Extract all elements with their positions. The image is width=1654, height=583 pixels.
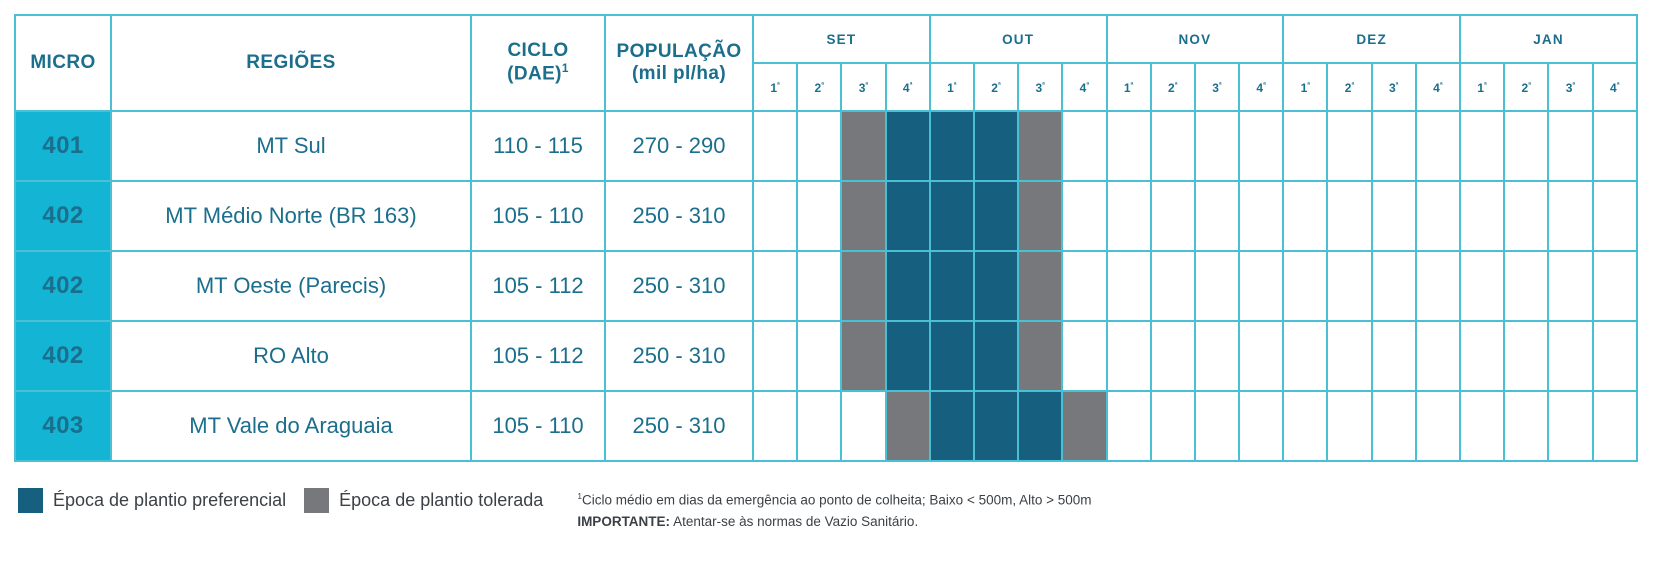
header-populacao-line1: POPULAÇÃO <box>616 41 742 63</box>
calendar-cell-out-4 <box>1062 181 1106 251</box>
calendar-cell-out-2 <box>974 321 1018 391</box>
calendar-cell-nov-4 <box>1239 111 1283 181</box>
calendar-cell-nov-3 <box>1195 181 1239 251</box>
header-month-dez: DEZ <box>1283 15 1460 63</box>
calendar-cell-jan-1 <box>1460 321 1504 391</box>
calendar-cell-jan-3 <box>1548 321 1592 391</box>
calendar-cell-set-3 <box>841 111 885 181</box>
header-week-number: 2 <box>814 80 822 95</box>
calendar-cell-jan-1 <box>1460 251 1504 321</box>
calendar-cell-out-2 <box>974 391 1018 461</box>
header-regioes: REGIÕES <box>111 15 471 111</box>
calendar-cell-jan-3 <box>1548 391 1592 461</box>
cell-micro: 402 <box>15 181 111 251</box>
calendar-cell-out-3 <box>1018 111 1062 181</box>
cell-regiao: MT Oeste (Parecis) <box>111 251 471 321</box>
header-week-ordinal: ª <box>1572 79 1576 89</box>
header-week-number: 1 <box>1300 80 1308 95</box>
header-week-ordinal: ª <box>1263 79 1266 89</box>
calendar-cell-jan-4 <box>1593 181 1637 251</box>
header-week-ordinal: ª <box>1351 79 1355 89</box>
calendar-cell-jan-2 <box>1504 391 1548 461</box>
calendar-cell-out-1 <box>930 111 974 181</box>
header-week-dez-3 <box>1372 63 1416 111</box>
header-populacao-line2: (mil pl/ha) <box>631 63 727 84</box>
header-week-jan-4 <box>1593 63 1637 111</box>
calendar-cell-dez-3 <box>1372 391 1416 461</box>
header-week-set-4 <box>886 63 930 111</box>
legend-swatch-tolerada-icon <box>304 488 329 513</box>
calendar-cell-nov-3 <box>1195 251 1239 321</box>
header-month-out: OUT <box>930 15 1107 63</box>
header-week-dez-1 <box>1283 63 1327 111</box>
header-week-jan-2 <box>1504 63 1548 111</box>
calendar-cell-nov-2 <box>1151 251 1195 321</box>
calendar-cell-dez-2 <box>1327 111 1371 181</box>
cell-populacao: 250 - 310 <box>605 181 753 251</box>
legend-item-preferencial <box>18 488 286 513</box>
header-week-ordinal: ª <box>1307 79 1311 89</box>
calendar-cell-out-4 <box>1062 391 1106 461</box>
calendar-cell-dez-4 <box>1416 391 1460 461</box>
calendar-cell-jan-4 <box>1593 321 1637 391</box>
header-micro: MICRO <box>15 15 111 111</box>
calendar-cell-nov-1 <box>1107 181 1151 251</box>
header-week-set-1 <box>753 63 797 111</box>
calendar-cell-nov-1 <box>1107 111 1151 181</box>
calendar-cell-set-1 <box>753 111 797 181</box>
cell-regiao: MT Médio Norte (BR 163) <box>111 181 471 251</box>
calendar-cell-dez-2 <box>1327 251 1371 321</box>
footnote-marker: 1 <box>577 491 582 501</box>
header-week-number: 4 <box>1610 80 1617 95</box>
table-row <box>15 181 1637 251</box>
header-week-ordinal: ª <box>1439 79 1443 89</box>
calendar-cell-dez-3 <box>1372 111 1416 181</box>
header-week-ordinal: ª <box>865 79 869 89</box>
calendar-cell-jan-2 <box>1504 111 1548 181</box>
legend-label-tolerada: Época de plantio tolerada <box>339 490 544 510</box>
calendar-cell-set-1 <box>753 391 797 461</box>
header-week-ordinal: ª <box>1218 79 1222 89</box>
calendar-cell-nov-2 <box>1151 181 1195 251</box>
cell-micro: 401 <box>15 111 111 181</box>
calendar-cell-nov-4 <box>1239 321 1283 391</box>
calendar-cell-out-2 <box>974 181 1018 251</box>
cell-micro: 403 <box>15 391 111 461</box>
calendar-cell-nov-4 <box>1239 251 1283 321</box>
calendar-cell-set-4 <box>886 391 930 461</box>
footnote-importante <box>577 511 1091 534</box>
header-week-dez-4 <box>1416 63 1460 111</box>
calendar-cell-set-4 <box>886 321 930 391</box>
header-week-ordinal: ª <box>821 79 824 89</box>
calendar-cell-jan-3 <box>1548 111 1592 181</box>
table-header <box>15 15 1637 111</box>
header-week-ordinal: ª <box>1528 79 1531 89</box>
calendar-cell-set-3 <box>841 251 885 321</box>
calendar-cell-nov-2 <box>1151 111 1195 181</box>
header-week-number: 3 <box>1035 80 1043 95</box>
calendar-cell-out-1 <box>930 321 974 391</box>
calendar-cell-set-2 <box>797 321 841 391</box>
header-week-number: 4 <box>1433 80 1440 95</box>
calendar-cell-set-3 <box>841 391 885 461</box>
calendar-cell-set-4 <box>886 251 930 321</box>
calendar-cell-out-2 <box>974 111 1018 181</box>
header-week-set-3 <box>841 63 885 111</box>
legend-label-preferencial: Época de plantio preferencial <box>53 490 287 510</box>
cell-regiao: MT Sul <box>111 111 471 181</box>
header-ciclo <box>471 15 605 111</box>
cell-ciclo: 105 - 112 <box>471 321 605 391</box>
calendar-cell-dez-1 <box>1283 391 1327 461</box>
header-week-ordinal: ª <box>1086 79 1090 89</box>
calendar-cell-dez-3 <box>1372 251 1416 321</box>
footnote-importante-text: Atentar-se às normas de Vazio Sanitário. <box>670 513 919 529</box>
header-month-jan: JAN <box>1460 15 1637 63</box>
cell-ciclo: 110 - 115 <box>471 111 605 181</box>
header-week-out-3 <box>1018 63 1062 111</box>
header-week-out-4 <box>1062 63 1106 111</box>
header-week-number: 1 <box>770 80 778 95</box>
header-ciclo-unit: (DAE) <box>507 63 562 85</box>
cell-micro: 402 <box>15 321 111 391</box>
calendar-cell-nov-2 <box>1151 391 1195 461</box>
calendar-cell-dez-4 <box>1416 181 1460 251</box>
calendar-cell-out-3 <box>1018 321 1062 391</box>
header-week-number: 2 <box>1344 80 1352 95</box>
calendar-cell-set-1 <box>753 181 797 251</box>
calendar-cell-set-2 <box>797 391 841 461</box>
calendar-cell-set-1 <box>753 251 797 321</box>
cell-populacao: 250 - 310 <box>605 251 753 321</box>
calendar-cell-dez-4 <box>1416 321 1460 391</box>
calendar-cell-out-4 <box>1062 251 1106 321</box>
header-week-ordinal: ª <box>1616 79 1620 89</box>
calendar-cell-dez-4 <box>1416 111 1460 181</box>
calendar-cell-dez-1 <box>1283 181 1327 251</box>
legend <box>14 488 1640 534</box>
footnote-ciclo-text: Ciclo médio em dias da emergência ao ponto de colheita; Baixo < 500m, Alto > 500m <box>581 492 1092 508</box>
header-week-ordinal: ª <box>1174 79 1178 89</box>
calendar-cell-nov-1 <box>1107 251 1151 321</box>
header-week-nov-1 <box>1107 63 1151 111</box>
calendar-cell-jan-4 <box>1593 111 1637 181</box>
header-week-ordinal: ª <box>777 79 780 89</box>
calendar-cell-nov-3 <box>1195 391 1239 461</box>
calendar-cell-set-4 <box>886 181 930 251</box>
calendar-cell-nov-3 <box>1195 321 1239 391</box>
cell-populacao: 250 - 310 <box>605 321 753 391</box>
header-month-nov: NOV <box>1107 15 1284 63</box>
header-ciclo-footnote-marker: 1 <box>561 62 569 76</box>
cell-micro: 402 <box>15 251 111 321</box>
header-week-ordinal: ª <box>909 79 913 89</box>
calendar-cell-dez-2 <box>1327 391 1371 461</box>
calendar-cell-set-3 <box>841 321 885 391</box>
calendar-cell-jan-4 <box>1593 251 1637 321</box>
header-month-set: SET <box>753 15 930 63</box>
calendar-cell-jan-2 <box>1504 321 1548 391</box>
header-week-number: 3 <box>1212 80 1219 95</box>
header-week-number: 4 <box>902 80 910 95</box>
calendar-cell-set-1 <box>753 321 797 391</box>
calendar-cell-out-3 <box>1018 391 1062 461</box>
header-week-ordinal: ª <box>997 79 1001 89</box>
header-week-number: 3 <box>1388 80 1396 95</box>
header-ciclo-line1: CICLO <box>507 40 569 62</box>
calendar-cell-dez-1 <box>1283 321 1327 391</box>
calendar-cell-jan-2 <box>1504 251 1548 321</box>
cell-ciclo: 105 - 112 <box>471 251 605 321</box>
planting-calendar-table <box>14 14 1638 462</box>
calendar-cell-dez-1 <box>1283 251 1327 321</box>
header-populacao <box>605 15 753 111</box>
calendar-cell-jan-1 <box>1460 181 1504 251</box>
header-week-out-1 <box>930 63 974 111</box>
header-week-nov-2 <box>1151 63 1195 111</box>
calendar-cell-jan-2 <box>1504 181 1548 251</box>
cell-ciclo: 105 - 110 <box>471 181 605 251</box>
legend-notes <box>577 488 1091 534</box>
header-week-number: 2 <box>1168 80 1175 95</box>
table-row <box>15 321 1637 391</box>
header-week-ordinal: ª <box>953 79 957 89</box>
calendar-cell-jan-1 <box>1460 391 1504 461</box>
calendar-cell-set-3 <box>841 181 885 251</box>
header-week-ordinal: ª <box>1484 79 1487 89</box>
calendar-cell-dez-1 <box>1283 111 1327 181</box>
calendar-cell-nov-4 <box>1239 391 1283 461</box>
header-week-number: 2 <box>991 80 998 95</box>
header-week-number: 1 <box>1477 80 1485 95</box>
calendar-cell-nov-1 <box>1107 391 1151 461</box>
calendar-cell-set-2 <box>797 111 841 181</box>
legend-item-tolerada <box>304 488 543 513</box>
header-week-ordinal: ª <box>1042 79 1045 89</box>
header-week-number: 3 <box>1565 80 1573 95</box>
header-week-dez-2 <box>1327 63 1371 111</box>
calendar-cell-nov-4 <box>1239 181 1283 251</box>
calendar-cell-out-3 <box>1018 181 1062 251</box>
header-week-ordinal: ª <box>1395 79 1399 89</box>
header-week-nov-4 <box>1239 63 1283 111</box>
calendar-cell-out-2 <box>974 251 1018 321</box>
calendar-cell-out-1 <box>930 391 974 461</box>
cell-populacao: 270 - 290 <box>605 111 753 181</box>
calendar-cell-out-1 <box>930 251 974 321</box>
calendar-cell-set-2 <box>797 251 841 321</box>
table-row <box>15 251 1637 321</box>
header-week-number: 2 <box>1521 80 1529 95</box>
header-week-jan-1 <box>1460 63 1504 111</box>
cell-populacao: 250 - 310 <box>605 391 753 461</box>
header-week-ordinal: ª <box>1130 79 1134 89</box>
calendar-cell-jan-3 <box>1548 181 1592 251</box>
header-week-nov-3 <box>1195 63 1239 111</box>
calendar-cell-nov-3 <box>1195 111 1239 181</box>
calendar-cell-dez-2 <box>1327 181 1371 251</box>
table-row <box>15 111 1637 181</box>
header-week-set-2 <box>797 63 841 111</box>
calendar-cell-dez-2 <box>1327 321 1371 391</box>
calendar-cell-dez-4 <box>1416 251 1460 321</box>
header-week-number: 4 <box>1079 80 1087 95</box>
cell-ciclo: 105 - 110 <box>471 391 605 461</box>
header-week-number: 1 <box>947 80 954 95</box>
calendar-cell-jan-3 <box>1548 251 1592 321</box>
header-week-out-2 <box>974 63 1018 111</box>
header-ciclo-line2 <box>472 62 604 85</box>
calendar-cell-out-3 <box>1018 251 1062 321</box>
header-week-jan-3 <box>1548 63 1592 111</box>
footnote-importante-label: IMPORTANTE: <box>577 513 671 529</box>
calendar-cell-nov-2 <box>1151 321 1195 391</box>
calendar-cell-set-2 <box>797 181 841 251</box>
header-week-number: 4 <box>1256 80 1264 95</box>
legend-items <box>18 488 543 513</box>
header-week-number: 1 <box>1123 80 1131 95</box>
legend-swatch-preferencial-icon <box>18 488 43 513</box>
cell-regiao: MT Vale do Araguaia <box>111 391 471 461</box>
header-week-number: 3 <box>858 80 866 95</box>
table-row <box>15 391 1637 461</box>
calendar-cell-out-1 <box>930 181 974 251</box>
calendar-cell-dez-3 <box>1372 181 1416 251</box>
calendar-cell-jan-4 <box>1593 391 1637 461</box>
calendar-cell-out-4 <box>1062 111 1106 181</box>
calendar-cell-dez-3 <box>1372 321 1416 391</box>
cell-regiao: RO Alto <box>111 321 471 391</box>
calendar-cell-nov-1 <box>1107 321 1151 391</box>
calendar-cell-out-4 <box>1062 321 1106 391</box>
footnote-ciclo <box>577 490 1091 511</box>
calendar-cell-set-4 <box>886 111 930 181</box>
header-row-months <box>15 15 1637 63</box>
table-body <box>15 111 1637 461</box>
calendar-cell-jan-1 <box>1460 111 1504 181</box>
